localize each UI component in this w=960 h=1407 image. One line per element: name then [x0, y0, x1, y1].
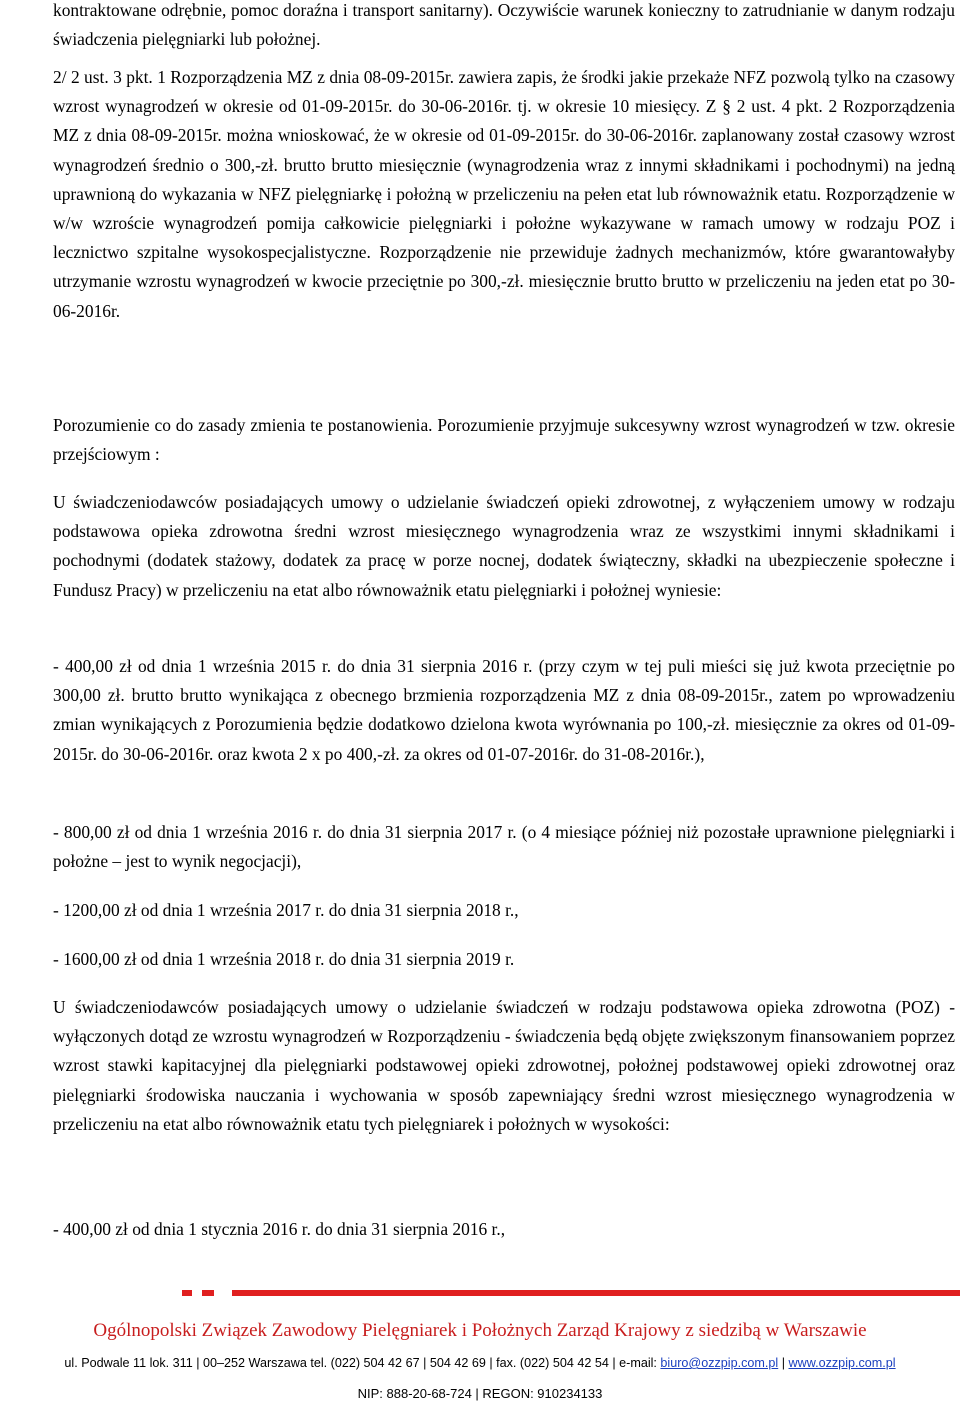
organization-name: Ogólnopolski Związek Zawodowy Pielęgniarek i Położnych Zarząd Krajowy z siedzibą w Warszawie — [93, 1320, 867, 1341]
paragraph-10: - 400,00 zł od dnia 1 stycznia 2016 r. do dnia 31 sierpnia 2016 r., — [53, 1219, 506, 1239]
website-link[interactable]: www.ozzpip.com.pl — [788, 1356, 896, 1370]
paragraph-6: - 800,00 zł od dnia 1 września 2016 r. do dnia 31 sierpnia 2017 r. (o 4 miesiące później niż pozostałe uprawnione pielęgniarki i położne – jest to wynik negocjacji), — [53, 822, 955, 872]
paragraph-8: - 1600,00 zł od dnia 1 września 2018 r. do dnia 31 sierpnia 2019 r. — [53, 949, 515, 969]
paragraph-7: - 1200,00 zł od dnia 1 września 2017 r. do dnia 31 sierpnia 2018 r., — [53, 900, 519, 920]
footer-red-rule — [232, 1290, 960, 1296]
paragraph-2: 2/ 2 ust. 3 pkt. 1 Rozporządzenia MZ z dnia 08-09-2015r. zawiera zapis, że środki jakie przekaże NFZ pozwolą tylko na czasowy wzrost wynagrodzeń w okresie od 01-09-2015r. do 30-06-2016r. tj. w okresie 10 miesięcy. Z § 2 ust. 4 pkt. 2 Rozporządzenia MZ z dnia 08-09-2015r. można wnioskować, że w okresie od 01-09-2015r. do 30-06-2016r. zaplanowany został czasowy wzrost wynagrodzeń średnio o 300,-zł. brutto brutto miesięcznie (wynagrodzenia wraz z innymi składnikami i pochodnymi) na jedną uprawnioną do wykazania w NFZ pielęgniarkę i położną w przeliczeniu na pełen etat lub równoważnik etatu. Rozporządzenie w w/w wzroście wynagrodzeń pomija całkowicie pielęgniarki i położne wykazywane w ramach umowy w rodzaju POZ i lecznictwo szpitalne wysokospecjalistyczne. Rozporządzenie nie przewiduje żadnych mechanizmów, które gwarantowałyby utrzymanie wzrostu wynagrodzeń w kwocie przeciętnie po 300,-zł. miesięcznie brutto brutto w przeliczeniu na jeden etat po 30-06-2016r. — [53, 67, 955, 321]
contact-line — [0, 1356, 960, 1370]
separator: | — [778, 1356, 789, 1370]
paragraph-4: U świadczeniodawców posiadających umowy o udzielanie świadczeń opieki zdrowotnej, z wyłączeniem umowy w rodzaju podstawowa opieka zdrowotna średni wzrost miesięcznego wynagrodzenia wraz ze wszystkimi innymi składnikami i pochodnymi (dodatek stażowy, dodatek za pracę w porze nocnej, dodatek świąteczny, składki na ubezpieczenie społeczne i Fundusz Pracy) w przeliczeniu na etat albo równoważnik etatu pielęgniarki i położnej wyniesie: — [53, 492, 955, 600]
nip-regon: NIP: 888-20-68-724 | REGON: 910234133 — [357, 1386, 603, 1401]
postal-address: ul. Podwale 11 lok. 311 | 00–252 Warszawa tel. (022) 504 42 67 | 504 42 69 | fax. (022) 504 42 54 | e-mail: — [64, 1356, 661, 1370]
paragraph-9: U świadczeniodawców posiadających umowy o udzielanie świadczeń w rodzaju podstawowa opieka zdrowotna (POZ) - wyłączonych dotąd ze wzrostu wynagrodzeń w Rozporządzeniu - świadczenia będą objęte zwiększonym finansowaniem poprzez wzrost stawki kapitacyjnej dla pielęgniarki podstawowej opieki zdrowotnej, położnej podstawowej opieki zdrowotnej oraz pielęgniarki środowiska nauczania i wychowania w sposób zapewniający średni wzrost miesięcznego wynagrodzenia w przeliczeniu na etat albo równoważnik etatu tych pielęgniarek i położnych w wysokości: — [53, 997, 955, 1134]
paragraph-1: kontraktowane odrębnie, pomoc doraźna i transport sanitarny). Oczywiście warunek konieczny to zatrudnianie w danym rodzaju świadczenia pielęgniarki lub położnej. — [53, 0, 955, 50]
email-link[interactable]: biuro@ozzpip.com.pl — [660, 1356, 779, 1370]
paragraph-3: Porozumienie co do zasady zmienia te postanowienia. Porozumienie przyjmuje sukcesywny wzrost wynagrodzeń w tzw. okresie przejściowym : — [53, 415, 955, 465]
paragraph-5: - 400,00 zł od dnia 1 września 2015 r. do dnia 31 sierpnia 2016 r. (przy czym w tej puli mieści się już kwota przeciętnie po 300,00 zł. brutto brutto wynikająca z obecnego brzmienia rozporządzenia MZ z dnia 08-09-2015r., zatem po wprowadzeniu zmian wynikających z Porozumienia będzie dodatkowo dzielona kwota wyrównania po 100,-zł. miesięcznie za okres od 01-09-2015r. do 30-06-2016r. oraz kwota 2 x po 400,-zł. za okres od 01-07-2016r. do 31-08-2016r.), — [53, 656, 955, 764]
